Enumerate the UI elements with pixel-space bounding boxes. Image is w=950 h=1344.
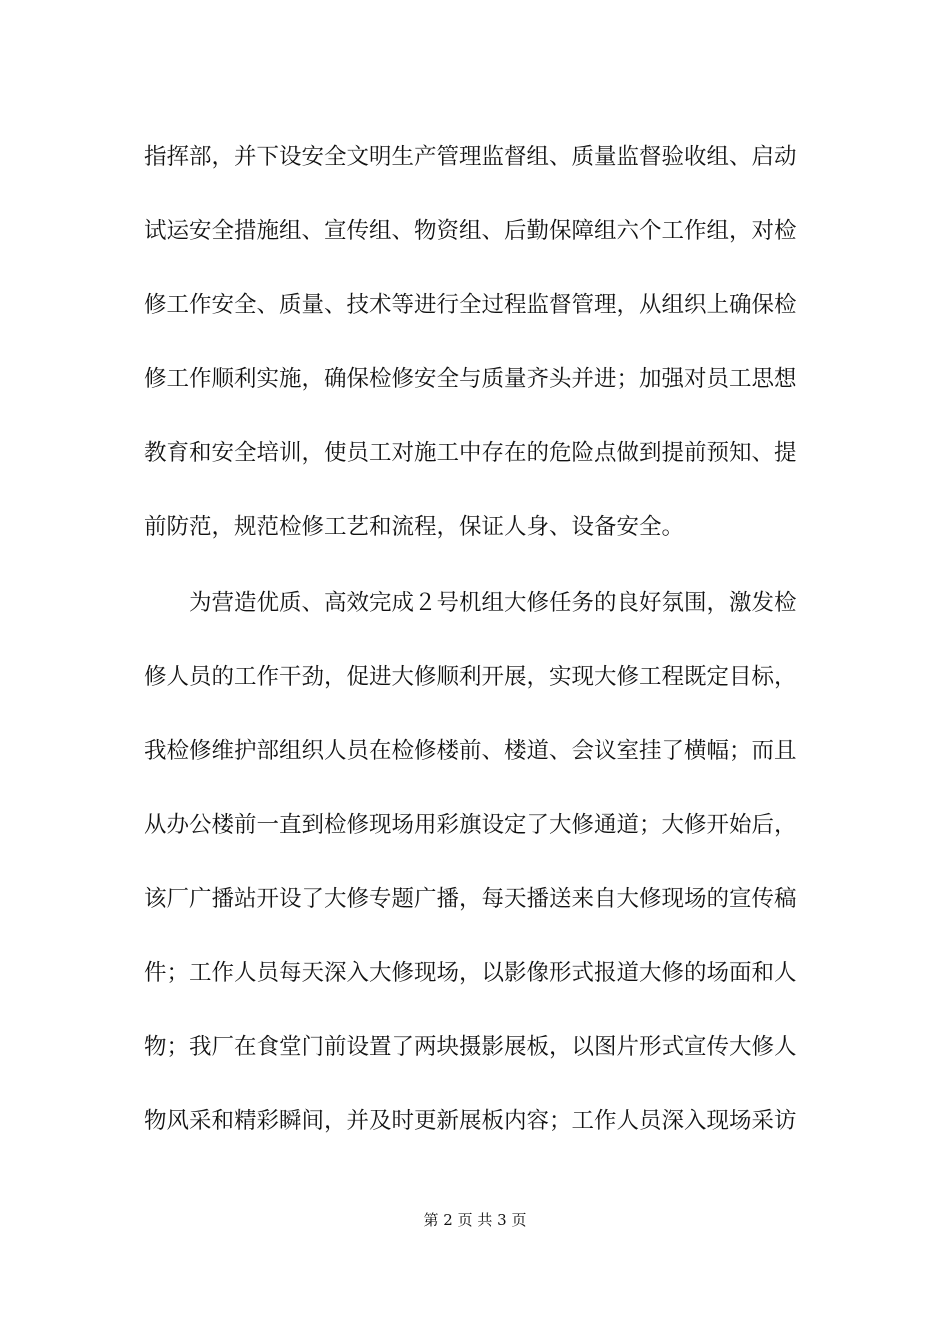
paragraph-line: 教育和安全培训，使员工对施工中存在的危险点做到提前预知、提	[144, 440, 797, 466]
paragraph-line: 修工作安全、质量、技术等进行全过程监督管理，从组织上确保检	[144, 292, 797, 318]
paragraph-line: 从办公楼前一直到检修现场用彩旗设定了大修通道；大修开始后，	[144, 812, 797, 838]
paragraph-line: 试运安全措施组、宣传组、物资组、后勤保障组六个工作组，对检	[144, 218, 797, 244]
paragraph-line: 修人员的工作干劲，促进大修顺利开展，实现大修工程既定目标，	[144, 664, 797, 690]
paragraph-line: 为营造优质、高效完成２号机组大修任务的良好氛围，激发检	[189, 590, 797, 616]
paragraph-line: 我检修维护部组织人员在检修楼前、楼道、会议室挂了横幅；而且	[144, 738, 797, 764]
page-number-footer: 第 2 页 共 3 页	[423, 1211, 527, 1229]
paragraph-line: 指挥部，并下设安全文明生产管理监督组、质量监督验收组、启动	[144, 144, 797, 170]
paragraph-line: 物；我厂在食堂门前设置了两块摄影展板，以图片形式宣传大修人	[144, 1034, 797, 1060]
paragraph-line: 修工作顺利实施，确保检修安全与质量齐头并进；加强对员工思想	[144, 366, 797, 392]
paragraph-line: 前防范，规范检修工艺和流程，保证人身、设备安全。	[144, 514, 685, 540]
paragraph-line: 件；工作人员每天深入大修现场，以影像形式报道大修的场面和人	[144, 960, 797, 986]
paragraph-line: 该厂广播站开设了大修专题广播，每天播送来自大修现场的宣传稿	[144, 886, 797, 912]
paragraph-line: 物风采和精彩瞬间，并及时更新展板内容；工作人员深入现场采访	[144, 1108, 797, 1134]
